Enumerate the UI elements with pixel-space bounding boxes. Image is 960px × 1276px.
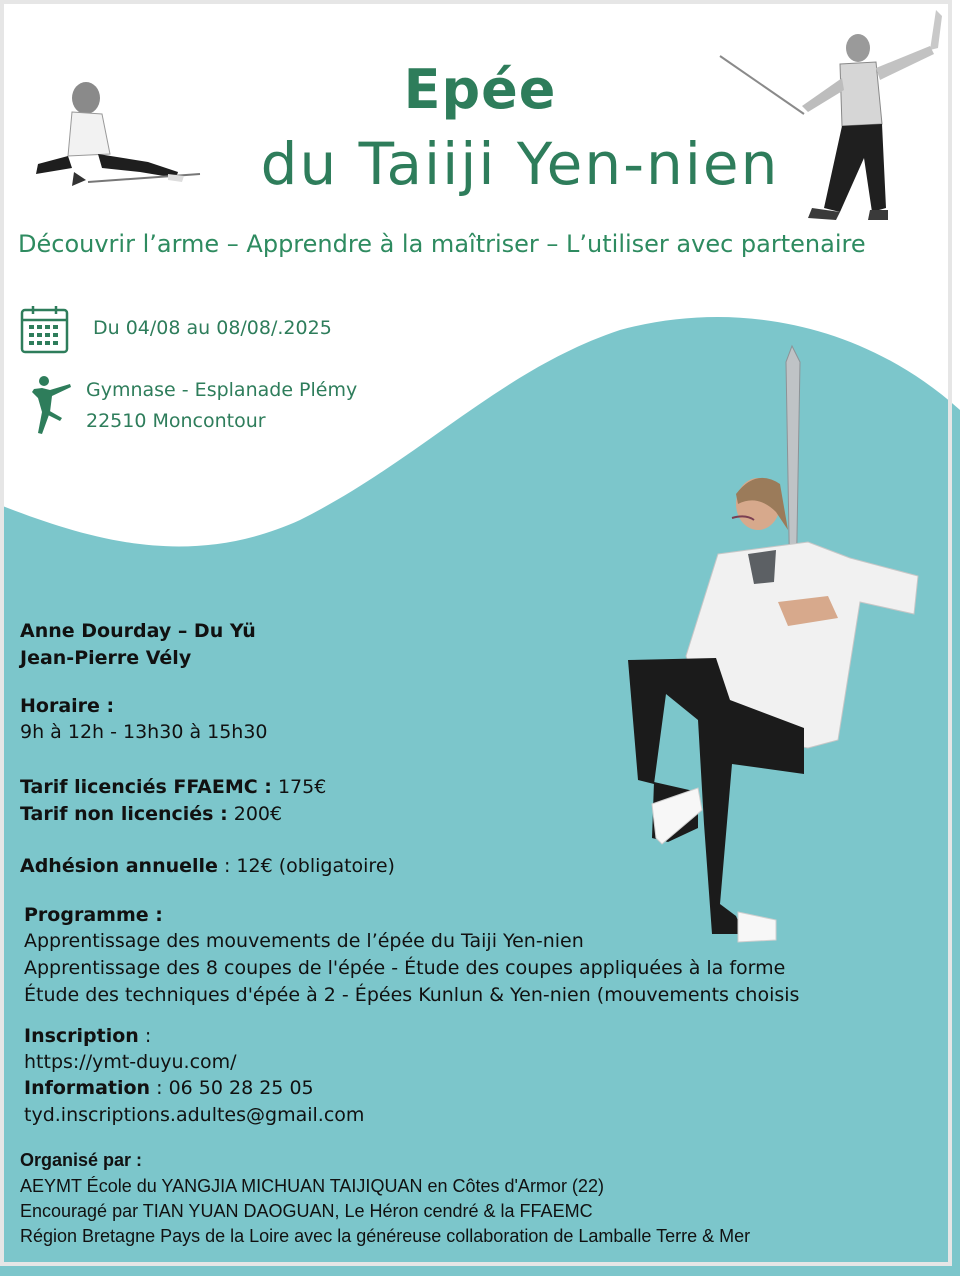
price-licensed-value: 175€ [271, 776, 327, 798]
membership-label: Adhésion annuelle [20, 855, 218, 877]
registration-email[interactable]: tyd.inscriptions.adultes@gmail.com [24, 1104, 365, 1126]
registration-url[interactable]: https://ymt-duyu.com/ [24, 1051, 237, 1073]
venue-line-1: Gymnase - Esplanade Plémy [86, 379, 358, 401]
membership [20, 855, 395, 877]
information-label: Information [24, 1077, 151, 1099]
price-unlicensed [20, 803, 282, 825]
price-unlicensed-value: 200€ [227, 803, 283, 825]
registration-label-suffix: : [138, 1025, 152, 1047]
programme-item-3: Étude des techniques d'épée à 2 - Épées Kunlun & Yen-nien (mouvements choisis [24, 984, 800, 1006]
registration-label: Inscription [24, 1025, 139, 1047]
schedule-label: Horaire : [20, 695, 115, 717]
organizer-line-1: AEYMT École du YANGJIA MICHUAN TAIJIQUAN en Côtes d'Armor (22) [20, 1176, 604, 1196]
title-sub: du Taiiji Yen-nien [260, 130, 780, 198]
information-phone[interactable]: : 06 50 28 25 05 [150, 1077, 314, 1099]
membership-value: : 12€ (obligatoire) [217, 855, 395, 877]
calendar-icon [20, 305, 70, 355]
programme-item-2: Apprentissage des 8 coupes de l'épée - Étude des coupes appliquées à la forme [24, 957, 786, 979]
teacher-1: Anne Dourday – Du Yü [20, 620, 256, 642]
title-main: Epée [403, 58, 557, 121]
schedule-value: 9h à 12h - 13h30 à 15h30 [20, 721, 268, 743]
dancer-icon [30, 374, 74, 436]
price-licensed-label: Tarif licenciés FFAEMC : [20, 776, 272, 798]
organizer-line-3: Région Bretagne Pays de la Loire avec la généreuse collaboration de Lamballe Terre & Mer [20, 1226, 751, 1246]
event-dates: Du 04/08 au 08/08/.2025 [93, 317, 332, 339]
registration-heading [24, 1025, 151, 1047]
tagline: Découvrir l’arme – Apprendre à la maîtriser – L’utiliser avec partenaire [18, 230, 866, 258]
venue-line-2: 22510 Moncontour [86, 410, 266, 432]
information-line [24, 1077, 314, 1099]
woman-with-sword-photo [628, 344, 924, 946]
organizer-label: Organisé par : [20, 1150, 143, 1170]
price-licensed [20, 776, 326, 798]
organizer-line-2: Encouragé par TIAN YUAN DAOGUAN, Le Héron cendré & la FFAEMC [20, 1201, 593, 1221]
price-unlicensed-label: Tarif non licenciés : [20, 803, 228, 825]
programme-item-1: Apprentissage des mouvements de l’épée du Taiji Yen-nien [24, 930, 584, 952]
teacher-2: Jean-Pierre Vély [20, 647, 192, 669]
programme-label: Programme : [24, 904, 163, 926]
